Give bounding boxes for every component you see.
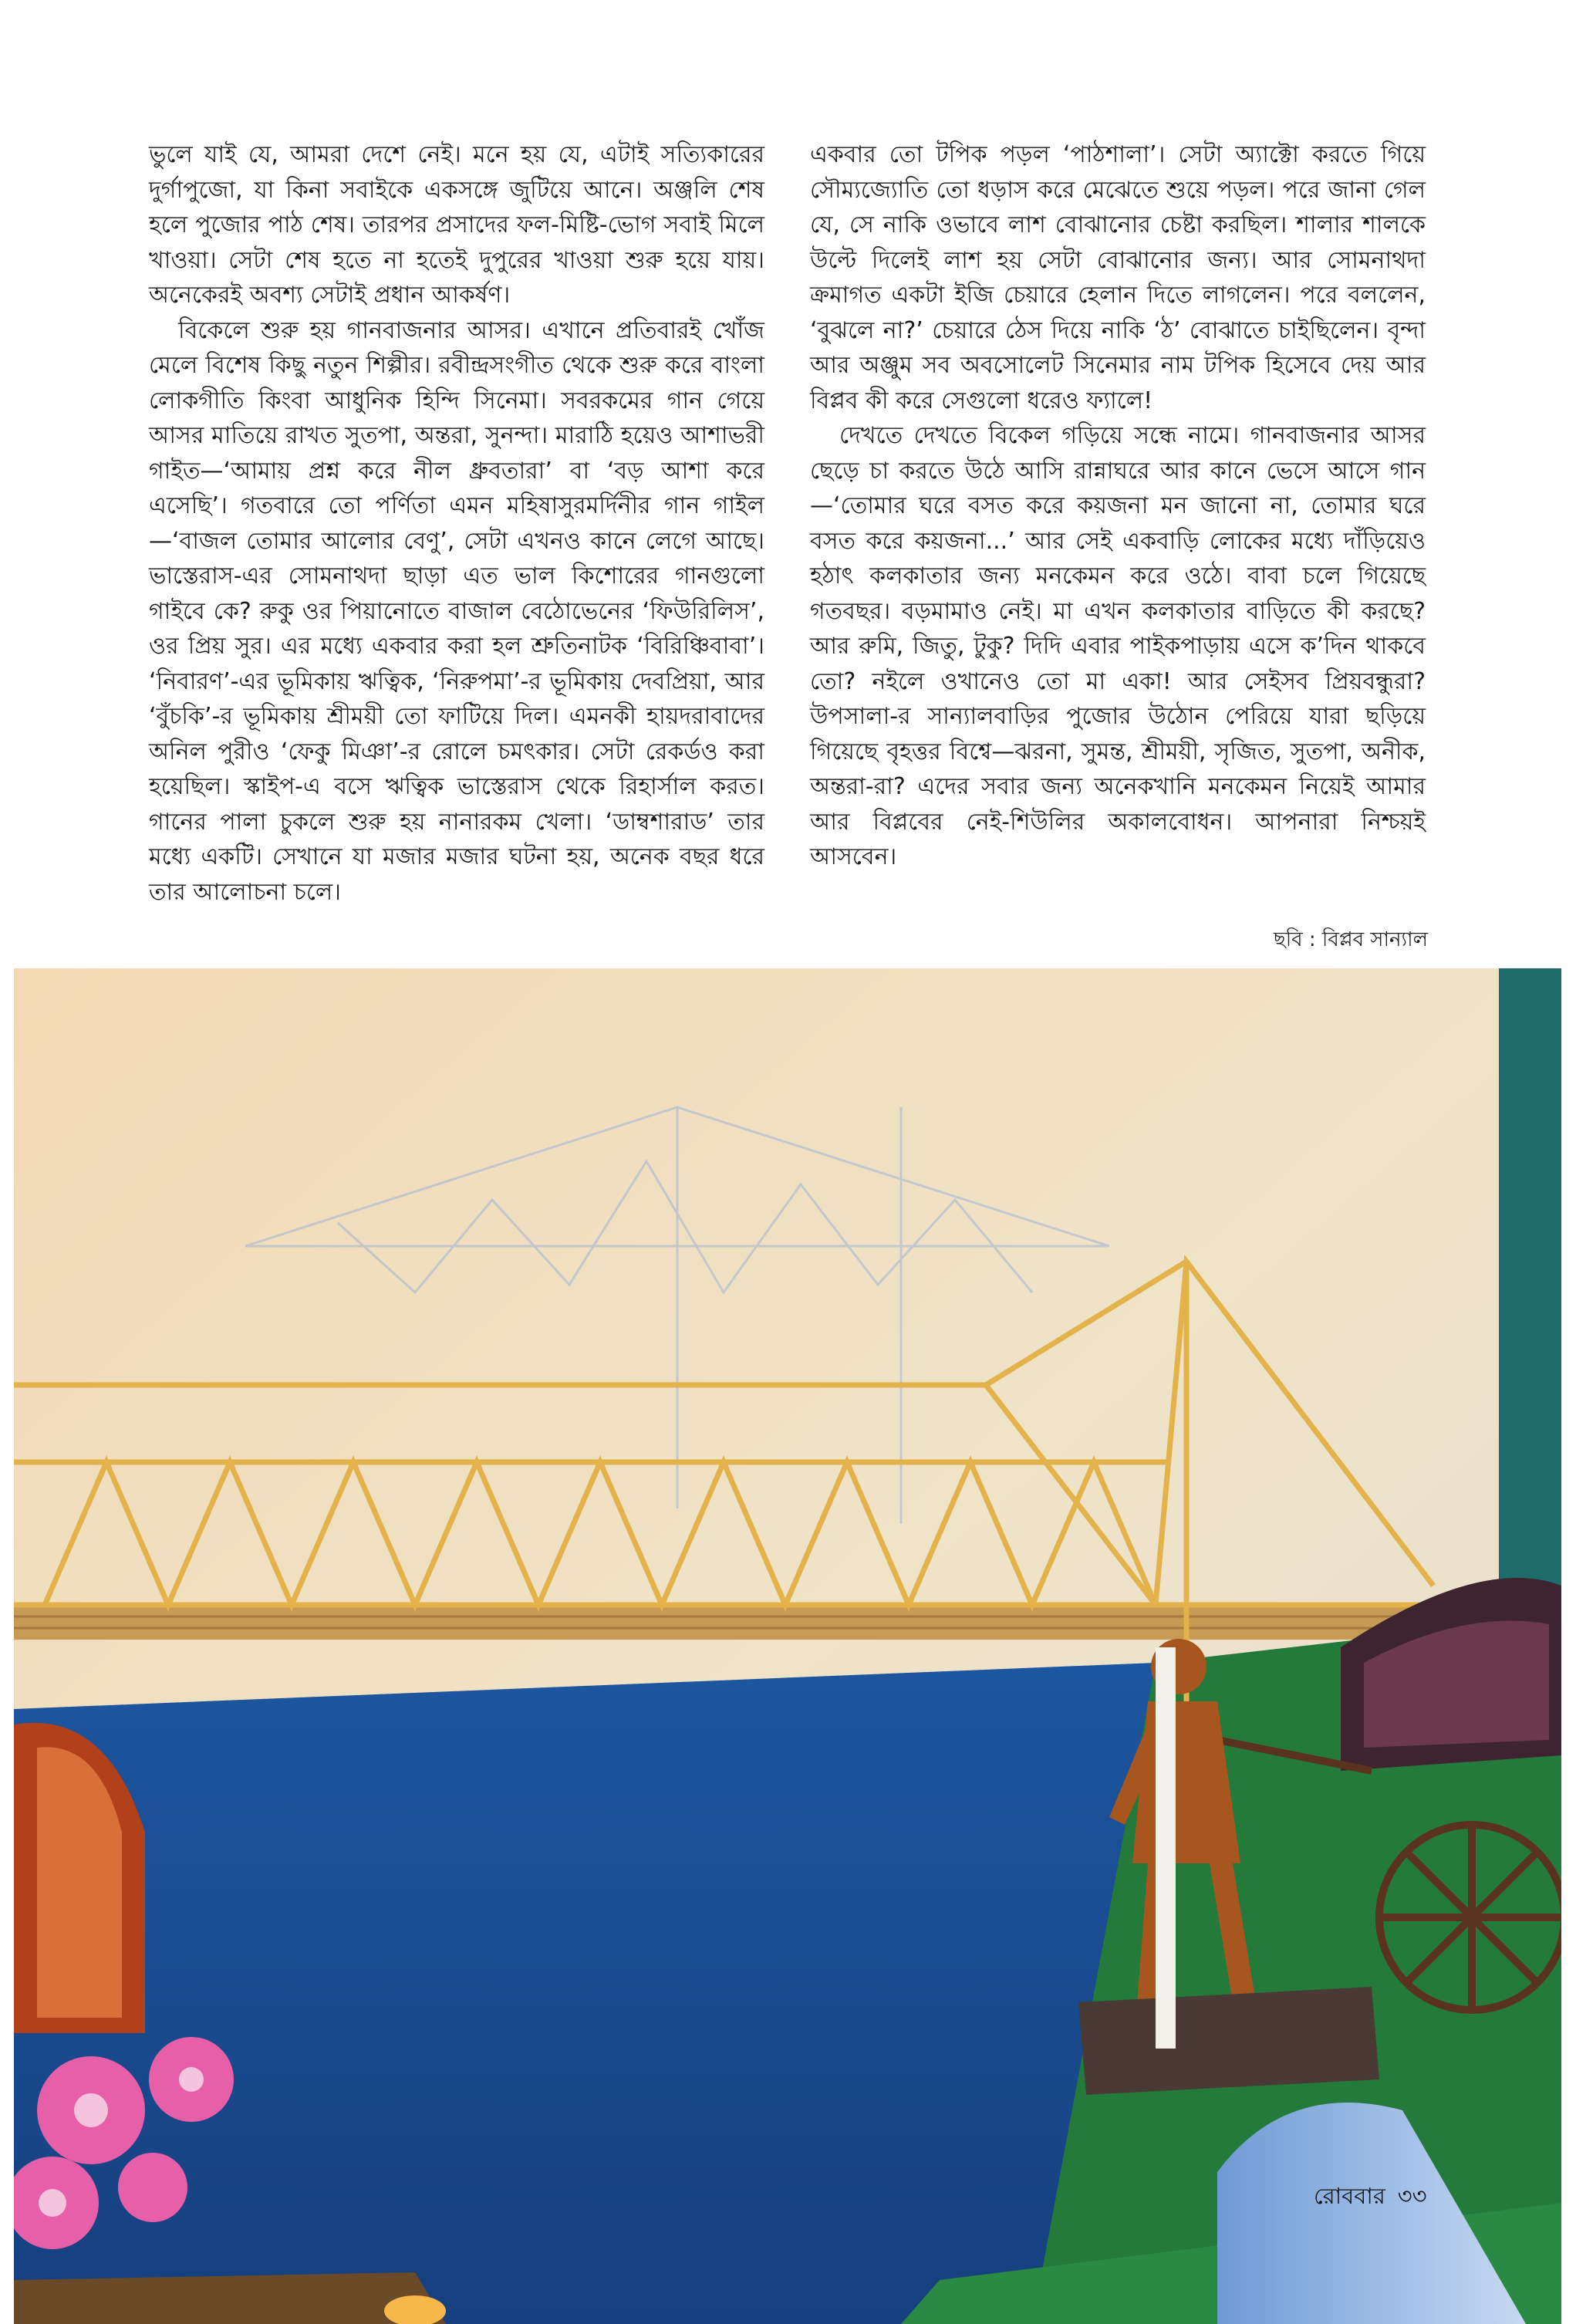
article-column-left <box>149 137 764 910</box>
article-column-right <box>810 137 1426 875</box>
page-footer <box>1314 2179 1427 2217</box>
magazine-name: রোববার <box>1314 2183 1385 2209</box>
paragraph: ভুলে যাই যে, আমরা দেশে নেই। মনে হয় যে, এটাই সত্যিকারের দুর্গাপুজো, যা কিনা সবাইকে একসঙ্গে জুটিয়ে আনে। অঞ্জলি শেষ হলে পুজোর পাঠ শেষ। তারপর প্রসাদের ফল-মিষ্টি-ভোগ সবাই মিলে খাওয়া। সেটা শেষ হতে না হতেই দুপুরের খাওয়া শুরু হয়ে যায়। অনেকেরই অবশ্য সেটাই প্রধান আকর্ষণ। <box>149 141 764 309</box>
photo-credit: ছবি : বিপ্লব সান্যাল <box>1273 928 1428 951</box>
page-number: ৩৩ <box>1397 2183 1427 2209</box>
paragraph: একবার তো টপিক পড়ল ‘পাঠশালা’। সেটা অ্যাক্টো করতে গিয়ে সৌম্যজ্যোতি তো ধড়াস করে মেঝেতে শুয়ে পড়ল। পরে জানা গেল যে, সে নাকি ওভাবে লাশ বোঝানোর চেষ্টা করছিল। শালার শালকে উল্টে দিলেই লাশ হয় সেটা বোঝানোর জন্য। আর সোমনাথদা ক্রমাগত একটা ইজি চেয়ারে হেলান দিতে লাগলেন। পরে বললেন, ‘বুঝলে না?’ চেয়ারে ঠেস দিয়ে নাকি ‘ঠ’ বোঝাতে চাইছিলেন। বৃন্দা আর অঞ্জুম সব অবসোলেট সিনেমার নাম টপিক হিসেবে দেয় আর বিপ্লব কী করে সেগুলো ধরেও ফ্যালে! <box>810 141 1426 414</box>
photo-howrah-bridge-model <box>14 968 1561 2324</box>
paragraph: বিকেলে শুরু হয় গানবাজনার আসর। এখানে প্রতিবারই খোঁজ মেলে বিশেষ কিছু নতুন শিল্পীর। রবীন্দ্রসংগীত থেকে শুরু করে বাংলা লোকগীতি কিংবা আধুনিক হিন্দি সিনেমা। সবরকমের গান গেয়ে আসর মাতিয়ে রাখত সুতপা, অন্তরা, সুনন্দা। মারাঠি হয়েও আশাভরী গাইত—‘আমায় প্রশ্ন করে নীল ধ্রুবতারা’ বা ‘বড় আশা করে এসেছি’। গতবারে তো পর্ণিতা এমন মহিষাসুরমর্দিনীর গান গাইল—‘বাজল তোমার আলোর বেণু’, সেটা এখনও কানে লেগে আছে। ভাস্তেরাস-এর সোমনাথদা ছাড়া এত ভাল কিশোরের গানগুলো গাইবে কে? রুকু ওর পিয়ানোতে বাজাল বেঠোভেনের ‘ফিউরিলিস’, ওর প্রিয় সুর। এর মধ্যে একবার করা হল শ্রুতিনাটক ‘বিরিঞ্চিবাবা’। ‘নিবারণ’-এর ভূমিকায় ঋত্বিক, ‘নিরুপমা’-র ভূমিকায় দেবপ্রিয়া, আর ‘বুঁচকি’-র ভূমিকায় শ্রীময়ী তো ফাটিয়ে দিল। এমনকী হায়দরাবাদের অনিল পুরীও ‘ফেকু মিঞা’-র রোলে চমৎকার। সেটা রেকর্ডও করা হয়েছিল। স্কাইপ-এ বসে ঋত্বিক ভাস্তেরাস থেকে রিহার্সাল করত। গানের পালা চুকলে শুরু হয় নানারকম খেলা। ‘ডাম্বশারাড’ তার মধ্যে একটি। সেখানে যা মজার মজার ঘটনা হয়, অনেক বছর ধরে তার আলোচনা চলে। <box>149 316 764 906</box>
paragraph: দেখতে দেখতে বিকেল গড়িয়ে সন্ধে নামে। গানবাজনার আসর ছেড়ে চা করতে উঠে আসি রান্নাঘরে আর কানে ভেসে আসে গান—‘তোমার ঘরে বসত করে কয়জনা মন জানো না, তোমার ঘরে বসত করে কয়জনা...’ আর সেই একবাড়ি লোকের মধ্যে দাঁড়িয়েও হঠাৎ কলকাতার জন্য মনকেমন করে ওঠে। বাবা চলে গিয়েছে গতবছর। বড়মামাও নেই। মা এখন কলকাতার বাড়িতে কী করছে? আর রুমি, জিতু, টুকু? দিদি এবার পাইকপাড়ায় এসে ক’দিন থাকবে তো? নইলে ওখানেও তো মা একা! আর সেইসব প্রিয়বন্ধুরা? উপসালা-র সান্যালবাড়ির পুজোর উঠোন পেরিয়ে যারা ছড়িয়ে গিয়েছে বৃহত্তর বিশ্বে—ঝরনা, সুমন্ত, শ্রীময়ী, সৃজিত, সুতপা, অনীক, অন্তরা-রা? এদের সবার জন্য অনেকখানি মনকেমন নিয়েই আমার আর বিপ্লবের নেই-শিউলির অকালবোধন। আপনারা নিশ্চয়ই আসবেন। <box>810 422 1426 870</box>
